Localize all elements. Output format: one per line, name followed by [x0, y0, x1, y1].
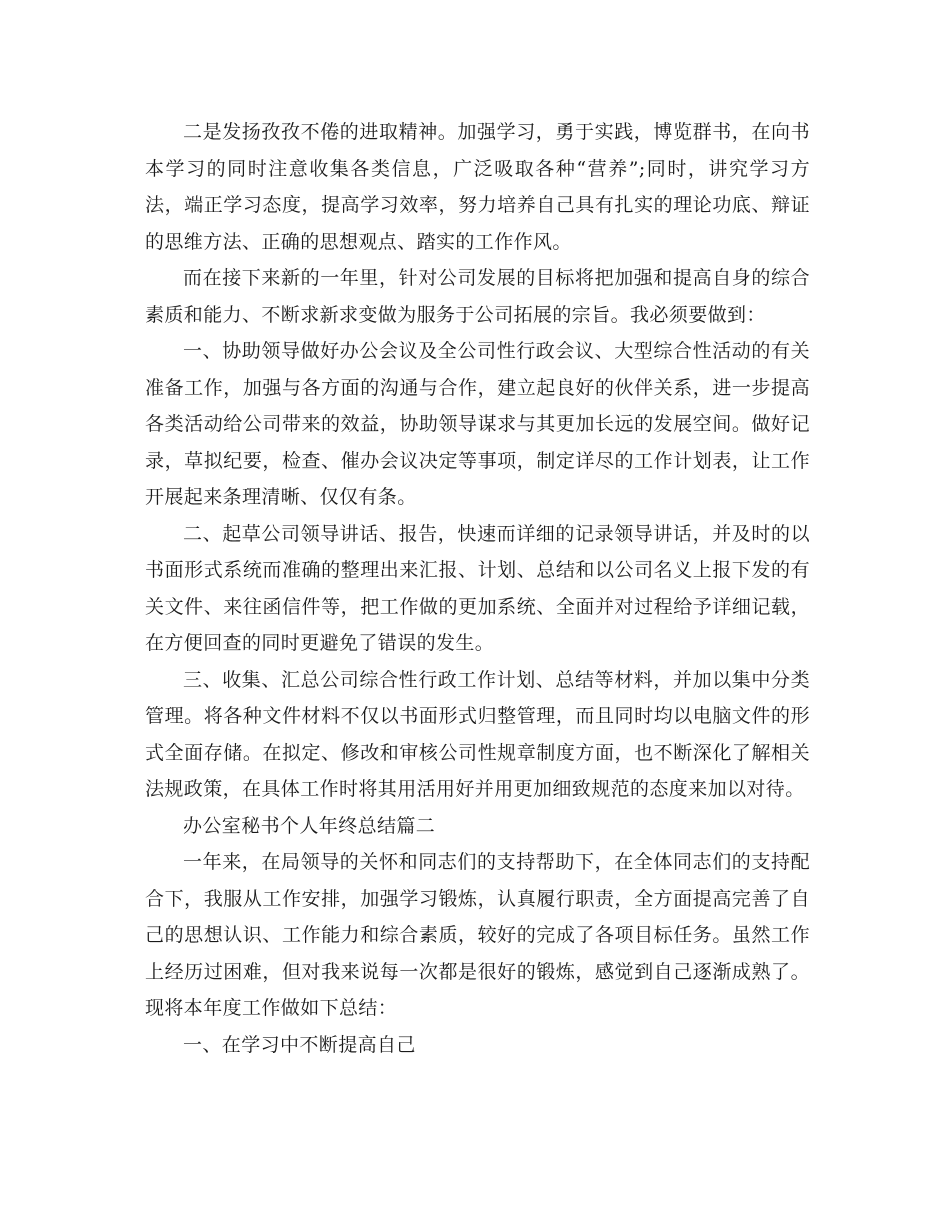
paragraph-next-year-goals: 而在接下来新的一年里，针对公司发展的目标将把加强和提高自身的综合素质和能力、不断求新求变做为服务于公司拓展的宗旨。我必须要做到：	[145, 267, 810, 326]
paragraph-item-filing: 三、收集、汇总公司综合性行政工作计划、总结等材料，并加以集中分类管理。将各种文件材料不仅以书面形式归整管理，而且同时均以电脑文件的形式全面存储。在拟定、修改和审核公司性规章制度方面，也不断深化了解相关法规政策，在具体工作时将其用活用好并用更加细致规范的态度来加以对待。	[145, 668, 810, 800]
paragraph-progress-spirit: 二是发扬孜孜不倦的进取精神。加强学习，勇于实践，博览群书，在向书本学习的同时注意收集各类信息，广泛吸取各种“营养”;同时，讲究学习方法，端正学习态度，提高学习效率，努力培养自己具有扎实的理论功底、辩证的思维方法、正确的思想观点、踏实的工作作风。	[145, 121, 810, 253]
document-body	[145, 114, 810, 1063]
paragraph-item-meetings: 一、协助领导做好办公会议及全公司性行政会议、大型综合性活动的有关准备工作，加强与各方面的沟通与合作，建立起良好的伙伴关系，进一步提高各类活动给公司带来的效益，协助领导谋求与其更加长远的发展空间。做好记录，草拟纪要，检查、催办会议决定等事项，制定详尽的工作计划表，让工作开展起来条理清晰、仅仅有条。	[145, 340, 810, 508]
subsection-heading: 一、在学习中不断提高自己	[183, 1033, 416, 1056]
paragraph-year-summary: 一年来，在局领导的关怀和同志们的支持帮助下，在全体同志们的支持配合下，我服从工作安排，加强学习锻炼，认真履行职责，全方面提高完善了自己的思想认识、工作能力和综合素质，较好的完成了各项目标任务。虽然工作上经历过困难，但对我来说每一次都是很好的锻炼，感觉到自己逐渐成熟了。现将本年度工作做如下总结：	[145, 851, 810, 1019]
section-heading: 办公室秘书个人年终总结篇二	[183, 814, 436, 837]
paragraph-item-drafting: 二、起草公司领导讲话、报告，快速而详细的记录领导讲话，并及时的以书面形式系统而准确的整理出来汇报、计划、总结和以公司名义上报下发的有关文件、来往函信件等，把工作做的更加系统、全面并对过程给予详细记载，在方便回查的同时更避免了错误的发生。	[145, 522, 810, 654]
